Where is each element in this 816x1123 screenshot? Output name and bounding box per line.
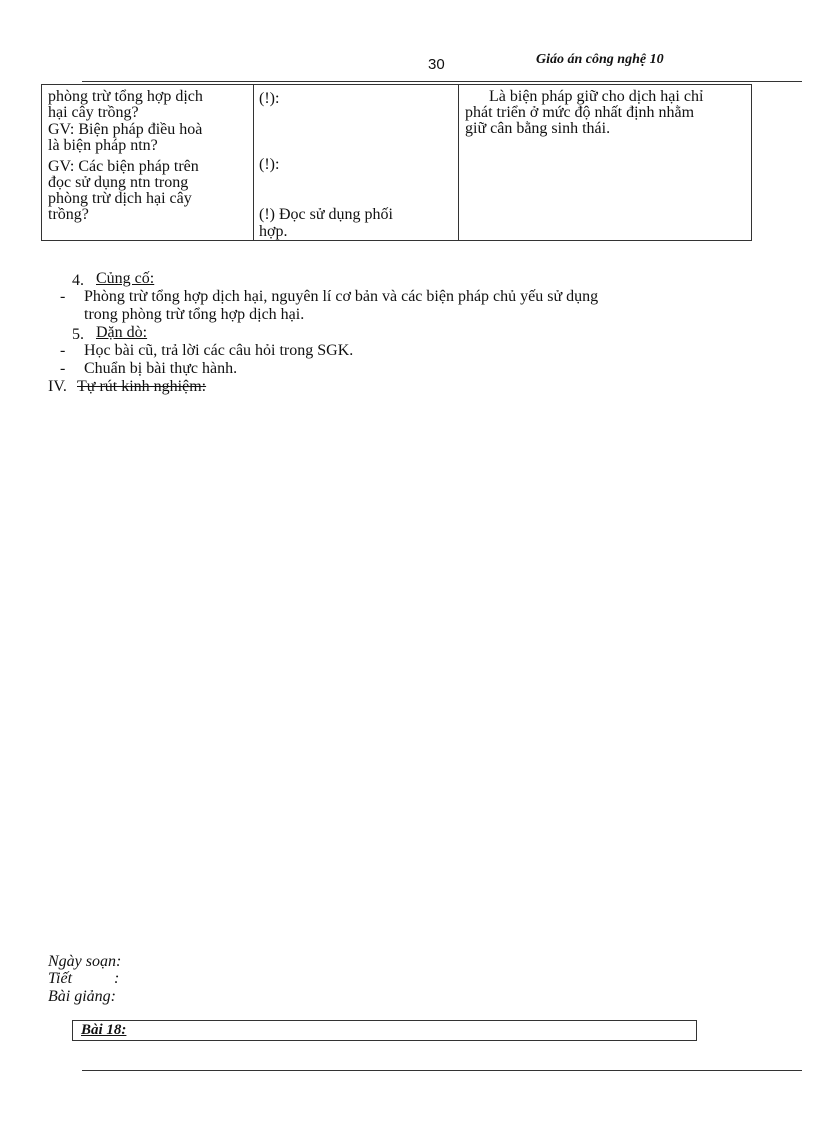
lesson-title-box [72, 1020, 697, 1041]
answer-3-continued: hợp. [259, 223, 288, 240]
consolidation-line-2: trong phòng trừ tổng hợp dịch hại. [84, 306, 305, 323]
question-2: GV: Biện pháp điều hoà là biện pháp ntn? [48, 121, 203, 154]
homework-item-2: Chuẩn bị bài thực hành. [84, 360, 238, 377]
period-colon: : [114, 970, 120, 987]
page-number: 30 [428, 56, 445, 73]
table-row [42, 85, 752, 241]
consolidation-heading: Củng cố: [96, 270, 155, 287]
section-numeral: IV. [48, 378, 67, 395]
consolidation-number: 4. [72, 272, 84, 289]
bullet-dash: - [60, 288, 66, 305]
section-heading: Tự rút kinh nghiệm: [77, 378, 207, 395]
student-answer-cell [254, 85, 459, 241]
period-label: Tiết [48, 970, 73, 987]
question-1: phòng trừ tổng hợp dịch hại cây trồng? [48, 88, 203, 121]
lesson-table [41, 84, 752, 241]
homework-number: 5. [72, 326, 84, 343]
footer-rule [82, 1070, 802, 1071]
date-label: Ngày soạn: [48, 953, 122, 970]
content-text: Là biện pháp giữ cho dịch hại chỉ phát triển ở mức độ nhất định nhằm giữ cân bằng sinh thái. [465, 88, 704, 137]
consolidation-line-1: Phòng trừ tổng hợp dịch hại, nguyên lí cơ bản và các biện pháp chủ yếu sử dụng [84, 288, 599, 305]
lesson-title: Bài 18: [81, 1022, 127, 1038]
teacher-question-cell [42, 85, 254, 241]
bullet-dash: - [60, 342, 66, 359]
homework-item-1: Học bài cũ, trả lời các câu hỏi trong SGK. [84, 342, 354, 359]
answer-1: (!): [259, 90, 280, 107]
homework-heading: Dặn dò: [96, 324, 148, 341]
bullet-dash: - [60, 360, 66, 377]
answer-3: (!) Đọc sử dụng phối [259, 206, 393, 223]
document-header-title: Giáo án công nghệ 10 [536, 52, 664, 67]
question-3: GV: Các biện pháp trên đọc sử dụng ntn trong phòng trừ dịch hại cây trồng? [48, 158, 199, 223]
header-rule [82, 81, 802, 82]
answer-2: (!): [259, 156, 280, 173]
content-cell [459, 85, 752, 241]
lesson-label: Bài giảng: [48, 988, 116, 1005]
